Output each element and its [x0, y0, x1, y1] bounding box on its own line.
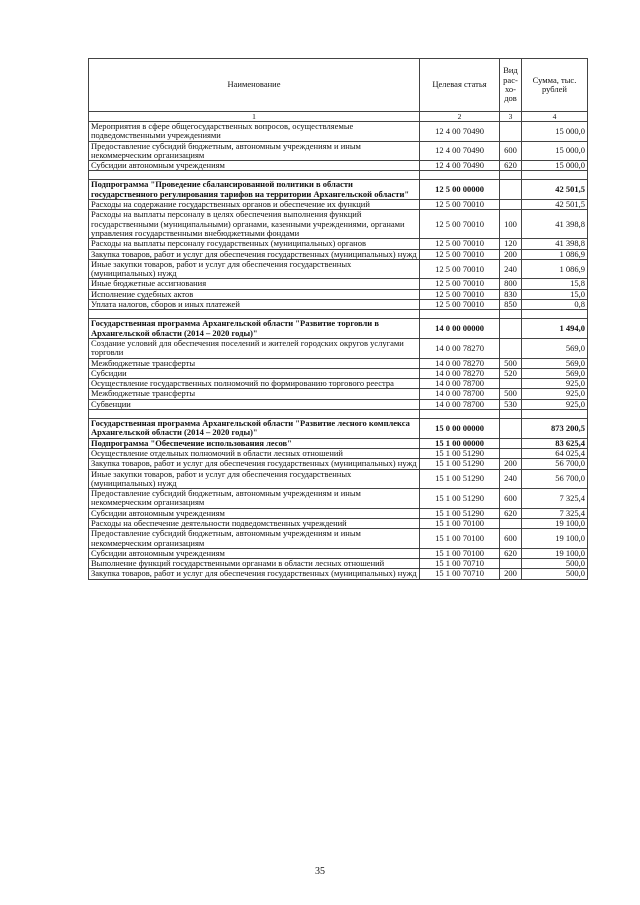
- spacer-cell: [420, 171, 500, 180]
- table-row: [89, 289, 588, 299]
- row-name-cell: Осуществление государственных полномочий по формированию торгового реестра: [89, 379, 420, 389]
- table-row: [89, 559, 588, 569]
- row-sum-cell: 19 100,0: [522, 529, 588, 549]
- row-type-cell: 240: [500, 469, 522, 489]
- table-row: [89, 200, 588, 210]
- row-name-cell: Исполнение судебных актов: [89, 289, 420, 299]
- row-sum-cell: 15 000,0: [522, 122, 588, 142]
- row-code-cell: 12 4 00 70490: [420, 161, 500, 171]
- row-sum-cell: 15 000,0: [522, 161, 588, 171]
- row-code-cell: 14 0 00 78700: [420, 389, 500, 399]
- spacer-cell: [500, 171, 522, 180]
- row-name-cell: Подпрограмма "Проведение сбалансированной политики в области государственного регулирования тарифов на территории Архангельской области": [89, 180, 420, 200]
- row-type-cell: 530: [500, 399, 522, 409]
- row-sum-cell: 19 100,0: [522, 548, 588, 558]
- table-row: [89, 259, 588, 279]
- budget-table-container: [88, 58, 587, 580]
- column-number: 3: [500, 112, 522, 122]
- table-row: [89, 419, 588, 439]
- row-code-cell: 14 0 00 78270: [420, 338, 500, 358]
- row-sum-cell: 569,0: [522, 358, 588, 368]
- row-name-cell: Иные закупки товаров, работ и услуг для обеспечения государственных (муниципальных) нужд: [89, 469, 420, 489]
- row-sum-cell: 64 025,4: [522, 448, 588, 458]
- row-code-cell: 15 1 00 70100: [420, 518, 500, 528]
- row-code-cell: 15 1 00 00000: [420, 438, 500, 448]
- table-row: [89, 161, 588, 171]
- spacer-row: [89, 310, 588, 319]
- header-name: Наименование: [89, 59, 420, 112]
- row-type-cell: [500, 419, 522, 439]
- row-sum-cell: 1 086,9: [522, 259, 588, 279]
- row-sum-cell: 569,0: [522, 338, 588, 358]
- row-sum-cell: 1 494,0: [522, 319, 588, 339]
- spacer-cell: [89, 310, 420, 319]
- row-name-cell: Субсидии автономным учреждениям: [89, 161, 420, 171]
- row-sum-cell: 15,8: [522, 279, 588, 289]
- table-row: [89, 319, 588, 339]
- row-name-cell: Закупка товаров, работ и услуг для обеспечения государственных (муниципальных) нужд: [89, 249, 420, 259]
- row-sum-cell: 500,0: [522, 569, 588, 579]
- spacer-row: [89, 171, 588, 180]
- table-row: [89, 548, 588, 558]
- row-sum-cell: 41 398,8: [522, 239, 588, 249]
- spacer-cell: [522, 410, 588, 419]
- table-row: [89, 438, 588, 448]
- row-code-cell: 15 1 00 51290: [420, 489, 500, 509]
- row-name-cell: Расходы на выплаты персоналу государственных (муниципальных) органов: [89, 239, 420, 249]
- row-name-cell: Межбюджетные трансферты: [89, 358, 420, 368]
- row-name-cell: Осуществление отдельных полномочий в области лесных отношений: [89, 448, 420, 458]
- column-number: 1: [89, 112, 420, 122]
- row-name-cell: Иные закупки товаров, работ и услуг для обеспечения государственных (муниципальных) нужд: [89, 259, 420, 279]
- row-type-cell: 240: [500, 259, 522, 279]
- spacer-cell: [522, 171, 588, 180]
- header-code: Целевая статья: [420, 59, 500, 112]
- row-code-cell: 12 5 00 70010: [420, 259, 500, 279]
- table-row: [89, 529, 588, 549]
- row-type-cell: 620: [500, 508, 522, 518]
- table-row: [89, 448, 588, 458]
- table-row: [89, 338, 588, 358]
- row-sum-cell: 56 700,0: [522, 459, 588, 469]
- row-type-cell: 500: [500, 389, 522, 399]
- spacer-cell: [89, 171, 420, 180]
- row-sum-cell: 925,0: [522, 389, 588, 399]
- row-sum-cell: 925,0: [522, 399, 588, 409]
- row-sum-cell: 56 700,0: [522, 469, 588, 489]
- row-sum-cell: 7 325,4: [522, 508, 588, 518]
- row-name-cell: Закупка товаров, работ и услуг для обеспечения государственных (муниципальных) нужд: [89, 569, 420, 579]
- row-type-cell: [500, 122, 522, 142]
- row-code-cell: 15 1 00 70100: [420, 529, 500, 549]
- table-row: [89, 210, 588, 239]
- row-code-cell: 14 0 00 78700: [420, 379, 500, 389]
- row-sum-cell: 15 000,0: [522, 141, 588, 161]
- row-code-cell: 12 5 00 70010: [420, 300, 500, 310]
- header-sum: Сумма, тыс. рублей: [522, 59, 588, 112]
- row-name-cell: Закупка товаров, работ и услуг для обеспечения государственных (муниципальных) нужд: [89, 459, 420, 469]
- row-type-cell: [500, 200, 522, 210]
- row-sum-cell: 15,0: [522, 289, 588, 299]
- row-name-cell: Субсидии автономным учреждениям: [89, 548, 420, 558]
- row-type-cell: 620: [500, 161, 522, 171]
- row-type-cell: 200: [500, 249, 522, 259]
- table-row: [89, 249, 588, 259]
- table-row: [89, 279, 588, 289]
- table-body: [89, 122, 588, 580]
- row-code-cell: 12 5 00 70010: [420, 249, 500, 259]
- row-code-cell: 12 5 00 70010: [420, 279, 500, 289]
- table-row: [89, 508, 588, 518]
- row-name-cell: Мероприятия в сфере общегосударственных вопросов, осуществляемые подведомственными учреждениями: [89, 122, 420, 142]
- row-code-cell: 14 0 00 78700: [420, 399, 500, 409]
- row-type-cell: 600: [500, 529, 522, 549]
- row-name-cell: Выполнение функций государственными органами в области лесных отношений: [89, 559, 420, 569]
- row-sum-cell: 925,0: [522, 379, 588, 389]
- row-sum-cell: 42 501,5: [522, 200, 588, 210]
- row-type-cell: 500: [500, 358, 522, 368]
- row-type-cell: 520: [500, 368, 522, 378]
- row-name-cell: Государственная программа Архангельской области "Развитие торговли в Архангельской области (2014 – 2020 годы)": [89, 319, 420, 339]
- row-sum-cell: 42 501,5: [522, 180, 588, 200]
- row-sum-cell: 873 200,5: [522, 419, 588, 439]
- row-sum-cell: 7 325,4: [522, 489, 588, 509]
- row-sum-cell: 41 398,8: [522, 210, 588, 239]
- table-row: [89, 368, 588, 378]
- table-row: [89, 518, 588, 528]
- row-code-cell: 15 1 00 70710: [420, 559, 500, 569]
- row-type-cell: 600: [500, 489, 522, 509]
- row-type-cell: [500, 379, 522, 389]
- row-name-cell: Создание условий для обеспечения поселений и жителей городских округов услугами торговли: [89, 338, 420, 358]
- row-code-cell: 15 1 00 70710: [420, 569, 500, 579]
- table-row: [89, 459, 588, 469]
- row-name-cell: Иные бюджетные ассигнования: [89, 279, 420, 289]
- row-type-cell: 200: [500, 569, 522, 579]
- table-row: [89, 358, 588, 368]
- row-type-cell: 200: [500, 459, 522, 469]
- row-name-cell: Предоставление субсидий бюджетным, автономным учреждениям и иным некоммерческим организациям: [89, 529, 420, 549]
- table-row: [89, 141, 588, 161]
- row-code-cell: 12 5 00 70010: [420, 210, 500, 239]
- spacer-cell: [522, 310, 588, 319]
- row-sum-cell: 0,8: [522, 300, 588, 310]
- page-number: 35: [315, 866, 325, 877]
- row-code-cell: 12 5 00 70010: [420, 200, 500, 210]
- row-sum-cell: 19 100,0: [522, 518, 588, 528]
- column-number-row: [89, 112, 588, 122]
- row-type-cell: 620: [500, 548, 522, 558]
- row-sum-cell: 1 086,9: [522, 249, 588, 259]
- table-header-row: [89, 59, 588, 112]
- row-sum-cell: 83 625,4: [522, 438, 588, 448]
- row-name-cell: Расходы на обеспечение деятельности подведомственных учреждений: [89, 518, 420, 528]
- row-name-cell: Расходы на содержание государственных органов и обеспечение их функций: [89, 200, 420, 210]
- row-code-cell: 15 1 00 51290: [420, 469, 500, 489]
- spacer-cell: [89, 410, 420, 419]
- spacer-cell: [500, 410, 522, 419]
- spacer-cell: [500, 310, 522, 319]
- row-code-cell: 12 4 00 70490: [420, 141, 500, 161]
- table-row: [89, 180, 588, 200]
- table-row: [89, 389, 588, 399]
- column-number: 4: [522, 112, 588, 122]
- row-name-cell: Предоставление субсидий бюджетным, автономным учреждениям и иным некоммерческим организациям: [89, 489, 420, 509]
- row-type-cell: [500, 448, 522, 458]
- row-type-cell: 800: [500, 279, 522, 289]
- row-code-cell: 12 5 00 70010: [420, 239, 500, 249]
- row-name-cell: Подпрограмма "Обеспечение использования лесов": [89, 438, 420, 448]
- table-row: [89, 300, 588, 310]
- row-code-cell: 14 0 00 78270: [420, 368, 500, 378]
- table-row: [89, 239, 588, 249]
- row-sum-cell: 569,0: [522, 368, 588, 378]
- row-code-cell: 14 0 00 78270: [420, 358, 500, 368]
- row-type-cell: 830: [500, 289, 522, 299]
- row-sum-cell: 500,0: [522, 559, 588, 569]
- budget-table: [88, 58, 588, 580]
- row-name-cell: Субвенции: [89, 399, 420, 409]
- spacer-row: [89, 410, 588, 419]
- row-code-cell: 15 1 00 51290: [420, 459, 500, 469]
- row-name-cell: Предоставление субсидий бюджетным, автономным учреждениям и иным некоммерческим организациям: [89, 141, 420, 161]
- spacer-cell: [420, 310, 500, 319]
- row-type-cell: [500, 438, 522, 448]
- table-row: [89, 379, 588, 389]
- row-code-cell: 12 4 00 70490: [420, 122, 500, 142]
- row-code-cell: 15 1 00 70100: [420, 548, 500, 558]
- row-type-cell: [500, 319, 522, 339]
- table-row: [89, 399, 588, 409]
- row-code-cell: 14 0 00 00000: [420, 319, 500, 339]
- row-name-cell: Уплата налогов, сборов и иных платежей: [89, 300, 420, 310]
- row-name-cell: Межбюджетные трансферты: [89, 389, 420, 399]
- column-number: 2: [420, 112, 500, 122]
- row-name-cell: Субсидии автономным учреждениям: [89, 508, 420, 518]
- row-name-cell: Субсидии: [89, 368, 420, 378]
- row-code-cell: 15 0 00 00000: [420, 419, 500, 439]
- row-code-cell: 15 1 00 51290: [420, 508, 500, 518]
- row-code-cell: 12 5 00 70010: [420, 289, 500, 299]
- spacer-cell: [420, 410, 500, 419]
- table-row: [89, 122, 588, 142]
- row-name-cell: Расходы на выплаты персоналу в целях обеспечения выполнения функций государственными (муниципальными) органами, казенными учреждениями, органами управления государственными внебюджетными фондами: [89, 210, 420, 239]
- row-code-cell: 12 5 00 00000: [420, 180, 500, 200]
- row-name-cell: Государственная программа Архангельской области "Развитие лесного комплекса Архангельской области (2014 – 2020 годы)": [89, 419, 420, 439]
- table-row: [89, 489, 588, 509]
- row-type-cell: 120: [500, 239, 522, 249]
- table-row: [89, 469, 588, 489]
- row-type-cell: 600: [500, 141, 522, 161]
- row-code-cell: 15 1 00 51290: [420, 448, 500, 458]
- header-type: Вид рас-хо-дов: [500, 59, 522, 112]
- row-type-cell: [500, 338, 522, 358]
- row-type-cell: [500, 518, 522, 528]
- row-type-cell: 850: [500, 300, 522, 310]
- row-type-cell: 100: [500, 210, 522, 239]
- table-row: [89, 569, 588, 579]
- row-type-cell: [500, 180, 522, 200]
- row-type-cell: [500, 559, 522, 569]
